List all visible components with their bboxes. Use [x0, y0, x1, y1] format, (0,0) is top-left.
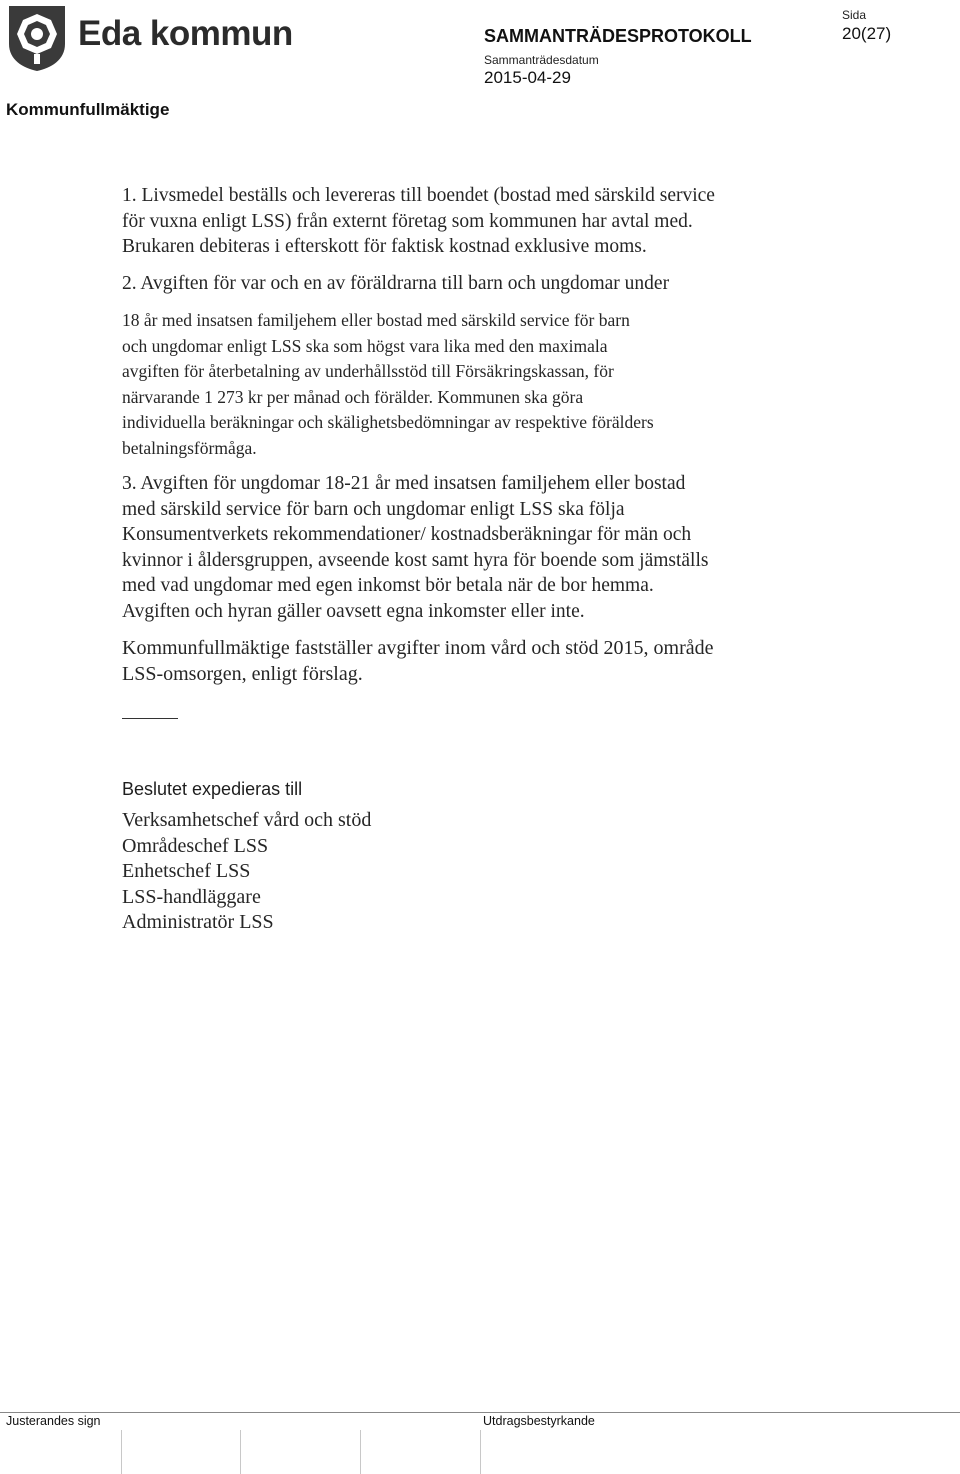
- text-line: och ungdomar enligt LSS ska som högst vara lika med den maximala: [122, 335, 608, 356]
- text-line: Kommunfullmäktige fastställer avgifter inom vård och stöd 2015, område: [122, 637, 714, 659]
- text-line: 18 år med insatsen familjehem eller bostad med särskild service för barn: [122, 310, 630, 330]
- document-title: SAMMANTRÄDESPROTOKOLL: [484, 26, 752, 46]
- distribution-heading: Beslutet expedieras till: [122, 779, 303, 799]
- text-line: LSS-omsorgen, enligt förslag.: [122, 663, 363, 685]
- list-item: Verksamhetschef vård och stöd: [122, 809, 372, 831]
- municipal-coat-of-arms-icon: [7, 4, 67, 72]
- meeting-date-value: 2015-04-29: [484, 68, 571, 87]
- signature-box-divider: [480, 1430, 481, 1474]
- section-divider: [122, 718, 178, 719]
- list-item: Administratör LSS: [122, 911, 274, 934]
- page-label: Sida: [842, 8, 867, 22]
- text-line: för vuxna enligt LSS) från externt företag som kommunen har avtal med.: [122, 210, 693, 232]
- text-line: närvarande 1 273 kr per månad och förälder. Kommunen ska göra: [122, 386, 584, 407]
- signature-box-divider: [240, 1430, 241, 1474]
- text-line: individuella beräkningar och skälighetsbedömningar av respektive förälders: [122, 412, 654, 432]
- paragraph-item-2: [122, 308, 654, 461]
- distribution-list: [122, 808, 371, 936]
- decision-paragraph: [122, 635, 714, 687]
- list-item: Enhetschef LSS: [122, 860, 251, 883]
- body-name: Kommunfullmäktige: [6, 100, 170, 119]
- text-line: med vad ungdomar med egen inkomst bör betala när de bor hemma.: [122, 575, 654, 596]
- utdragsbestyrkande-label: Utdragsbestyrkande: [483, 1414, 595, 1428]
- text-line: 3. Avgiften för ungdomar 18-21 år med insatsen familjehem eller bostad: [122, 473, 686, 494]
- justerandes-sign-label: Justerandes sign: [6, 1414, 101, 1428]
- list-item: Områdeschef LSS: [122, 834, 269, 857]
- paragraph-item-3: [122, 471, 709, 624]
- text-line: Brukaren debiteras i efterskott för faktisk kostnad exklusive moms.: [122, 236, 647, 257]
- list-item: LSS-handläggare: [122, 885, 261, 908]
- text-line: Avgiften och hyran gäller oavsett egna inkomster eller inte.: [122, 600, 585, 622]
- paragraph-item-2-first-line: [122, 271, 669, 297]
- page-number: 20(27): [842, 24, 892, 43]
- meeting-date-label: Sammanträdesdatum: [484, 53, 599, 67]
- text-line: 2. Avgiften för var och en av föräldrarna till barn och ungdomar under: [122, 273, 670, 294]
- text-line: med särskild service för barn och ungdomar enligt LSS ska följa: [122, 498, 625, 520]
- text-line: avgiften för återbetalning av underhållsstöd till Försäkringskassan, för: [122, 361, 614, 381]
- organization-logo-text: Eda kommun: [78, 14, 293, 53]
- paragraph-item-1: [122, 183, 715, 260]
- text-line: Konsumentverkets rekommendationer/ kostnadsberäkningar för män och: [122, 524, 692, 545]
- footer-divider: [0, 1412, 960, 1413]
- text-line: kvinnor i åldersgruppen, avseende kost samt hyra för boende som jämställs: [122, 549, 709, 571]
- signature-box-divider: [121, 1430, 122, 1474]
- text-line: betalningsförmåga.: [122, 437, 257, 458]
- text-line: 1. Livsmedel beställs och levereras till boendet (bostad med särskild service: [122, 185, 715, 206]
- signature-box-divider: [360, 1430, 361, 1474]
